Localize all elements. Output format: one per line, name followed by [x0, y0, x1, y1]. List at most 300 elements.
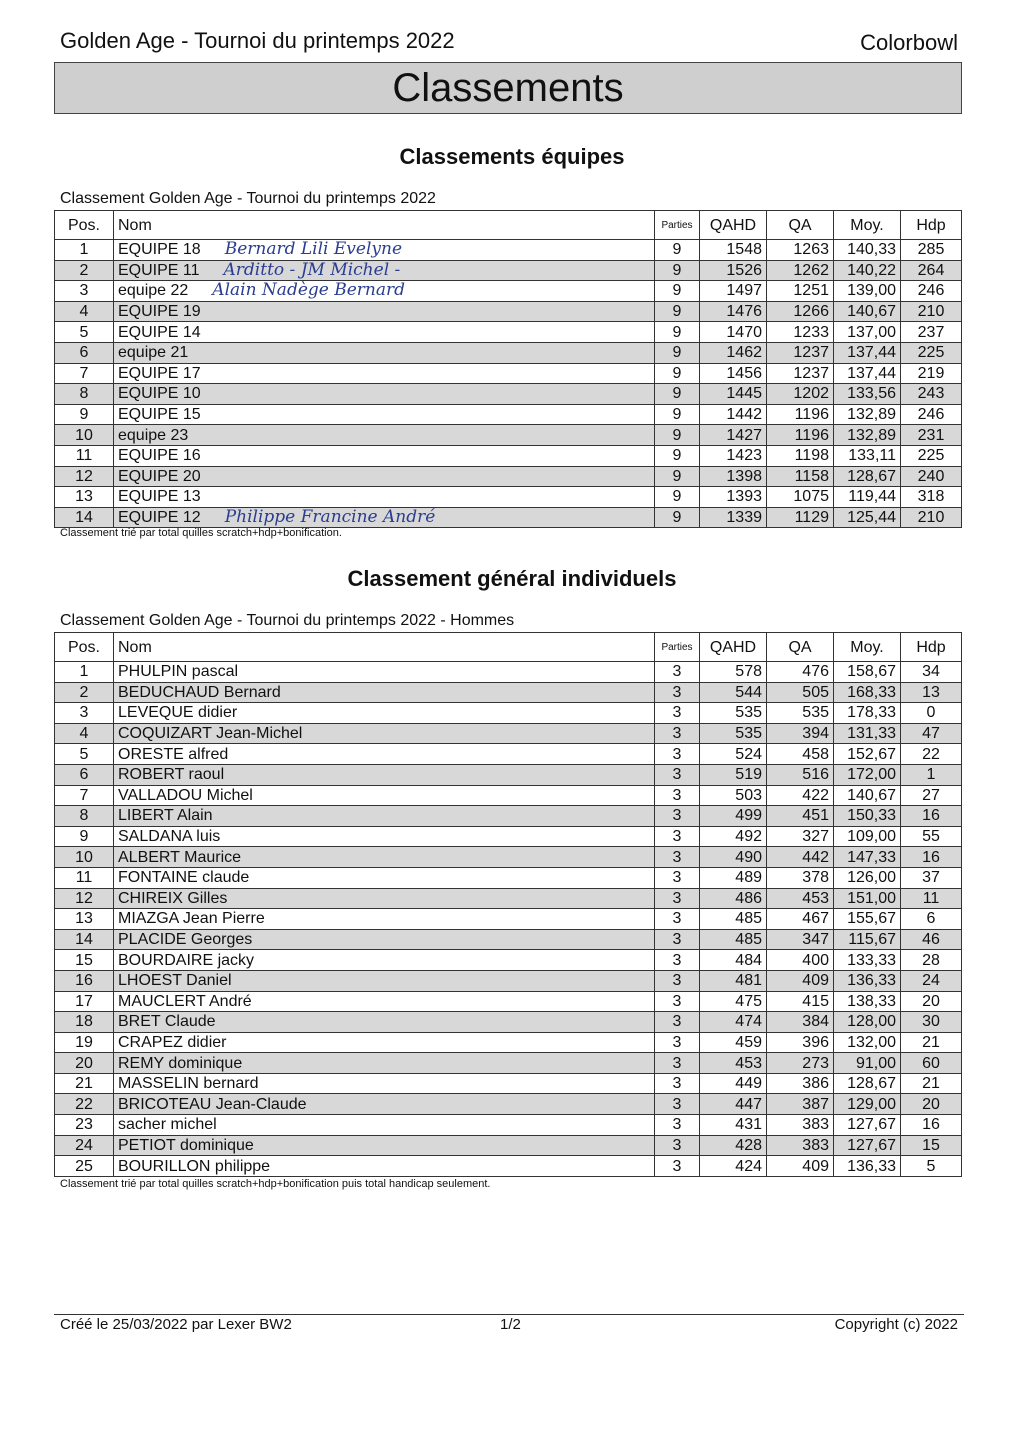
- qa-cell: 516: [767, 764, 834, 785]
- name-cell: [114, 1156, 655, 1177]
- name-text: LHOEST Daniel: [118, 972, 232, 990]
- moy-cell: 133,11: [834, 445, 901, 466]
- hdp-cell: 15: [901, 1135, 962, 1156]
- pos-cell: 4: [55, 301, 114, 322]
- hdp-cell: 1: [901, 764, 962, 785]
- parties-cell: 3: [655, 1053, 700, 1074]
- qahd-cell: 449: [700, 1073, 767, 1094]
- footer-divider: [54, 1314, 964, 1315]
- qa-cell: 394: [767, 723, 834, 744]
- qa-cell: 1237: [767, 363, 834, 384]
- name-text: EQUIPE 17: [118, 364, 201, 382]
- parties-cell: 9: [655, 466, 700, 487]
- moy-cell: 147,33: [834, 847, 901, 868]
- moy-cell: 178,33: [834, 703, 901, 724]
- pos-cell: 24: [55, 1135, 114, 1156]
- qahd-cell: 1423: [700, 445, 767, 466]
- qahd-cell: 499: [700, 806, 767, 827]
- name-text: EQUIPE 12: [118, 509, 201, 527]
- moy-cell: 132,89: [834, 404, 901, 425]
- column-header: QAHD: [700, 211, 767, 240]
- table-row: [55, 260, 962, 281]
- parties-cell: 3: [655, 991, 700, 1012]
- name-cell: [114, 970, 655, 991]
- qahd-cell: 1445: [700, 384, 767, 405]
- moy-cell: 151,00: [834, 888, 901, 909]
- name-cell: [114, 1094, 655, 1115]
- qahd-cell: 484: [700, 950, 767, 971]
- qahd-cell: 486: [700, 888, 767, 909]
- table-row: [55, 970, 962, 991]
- column-header: Parties: [655, 211, 700, 240]
- qa-cell: 327: [767, 826, 834, 847]
- hdp-cell: 264: [901, 260, 962, 281]
- parties-cell: 3: [655, 703, 700, 724]
- column-header: Parties: [655, 633, 700, 662]
- name-text: MAUCLERT André: [118, 992, 252, 1010]
- name-text: EQUIPE 15: [118, 406, 201, 424]
- name-cell: [114, 445, 655, 466]
- pos-cell: 12: [55, 466, 114, 487]
- qa-cell: 383: [767, 1115, 834, 1136]
- qa-cell: 1266: [767, 301, 834, 322]
- moy-cell: 152,67: [834, 744, 901, 765]
- qa-cell: 378: [767, 867, 834, 888]
- qa-cell: 1202: [767, 384, 834, 405]
- pos-cell: 5: [55, 322, 114, 343]
- hdp-cell: 5: [901, 1156, 962, 1177]
- handwritten-note: Philippe Francine André: [224, 507, 436, 528]
- moy-cell: 138,33: [834, 991, 901, 1012]
- name-cell: [114, 1032, 655, 1053]
- hdp-cell: 34: [901, 662, 962, 683]
- name-text: PHULPIN pascal: [118, 663, 239, 681]
- name-cell: [114, 1135, 655, 1156]
- hdp-cell: 27: [901, 785, 962, 806]
- pos-cell: 6: [55, 764, 114, 785]
- qahd-cell: 428: [700, 1135, 767, 1156]
- name-text: FONTAINE claude: [118, 869, 250, 887]
- name-cell: [114, 487, 655, 508]
- individuals-section-title: Classement général individuels: [347, 566, 677, 591]
- name-cell: [114, 363, 655, 384]
- column-header: Nom: [114, 633, 655, 662]
- hdp-cell: 240: [901, 466, 962, 487]
- qa-cell: 1237: [767, 342, 834, 363]
- hdp-cell: 318: [901, 487, 962, 508]
- hdp-cell: 246: [901, 404, 962, 425]
- qa-cell: 1075: [767, 487, 834, 508]
- parties-cell: 3: [655, 1135, 700, 1156]
- moy-cell: 150,33: [834, 806, 901, 827]
- name-cell: [114, 703, 655, 724]
- parties-cell: 9: [655, 487, 700, 508]
- qa-cell: 273: [767, 1053, 834, 1074]
- qa-cell: 387: [767, 1094, 834, 1115]
- moy-cell: 128,67: [834, 1073, 901, 1094]
- name-text: PETIOT dominique: [118, 1136, 254, 1154]
- moy-cell: 155,67: [834, 909, 901, 930]
- hdp-cell: 24: [901, 970, 962, 991]
- hdp-cell: 11: [901, 888, 962, 909]
- table-row: [55, 991, 962, 1012]
- hdp-cell: 16: [901, 806, 962, 827]
- pos-cell: 4: [55, 723, 114, 744]
- name-cell: [114, 507, 655, 528]
- qa-cell: 467: [767, 909, 834, 930]
- venue-name: Colorbowl: [860, 30, 958, 55]
- moy-cell: 128,67: [834, 466, 901, 487]
- moy-cell: 127,67: [834, 1135, 901, 1156]
- name-cell: [114, 301, 655, 322]
- moy-cell: 139,00: [834, 281, 901, 302]
- name-cell: [114, 260, 655, 281]
- footer-copyright: Copyright (c) 2022: [834, 1316, 958, 1333]
- name-text: EQUIPE 10: [118, 385, 201, 403]
- name-text: ROBERT raoul: [118, 766, 225, 784]
- table-row: [55, 764, 962, 785]
- hdp-cell: 237: [901, 322, 962, 343]
- pos-cell: 14: [55, 929, 114, 950]
- qahd-cell: 489: [700, 867, 767, 888]
- table-row: [55, 363, 962, 384]
- hdp-cell: 21: [901, 1073, 962, 1094]
- name-cell: [114, 240, 655, 261]
- column-header: QAHD: [700, 633, 767, 662]
- parties-cell: 3: [655, 662, 700, 683]
- table-row: [55, 909, 962, 930]
- table-row: [55, 322, 962, 343]
- qa-cell: 1196: [767, 404, 834, 425]
- column-header: Hdp: [901, 211, 962, 240]
- pos-cell: 7: [55, 363, 114, 384]
- qahd-cell: 1497: [700, 281, 767, 302]
- qahd-cell: 578: [700, 662, 767, 683]
- name-text: COQUIZART Jean-Michel: [118, 725, 303, 743]
- parties-cell: 3: [655, 970, 700, 991]
- moy-cell: 128,00: [834, 1012, 901, 1033]
- name-cell: [114, 764, 655, 785]
- table-header-row: [55, 211, 962, 240]
- table-row: [55, 1156, 962, 1177]
- qahd-cell: 535: [700, 723, 767, 744]
- table-row: [55, 723, 962, 744]
- parties-cell: 3: [655, 1156, 700, 1177]
- pos-cell: 2: [55, 682, 114, 703]
- moy-cell: 172,00: [834, 764, 901, 785]
- pos-cell: 22: [55, 1094, 114, 1115]
- qahd-cell: 1476: [700, 301, 767, 322]
- name-cell: [114, 806, 655, 827]
- name-cell: [114, 1115, 655, 1136]
- table-row: [55, 425, 962, 446]
- table-row: [55, 507, 962, 528]
- name-cell: [114, 929, 655, 950]
- qa-cell: 400: [767, 950, 834, 971]
- qahd-cell: 1526: [700, 260, 767, 281]
- name-cell: [114, 723, 655, 744]
- pos-cell: 9: [55, 404, 114, 425]
- qahd-cell: 535: [700, 703, 767, 724]
- qa-cell: 386: [767, 1073, 834, 1094]
- pos-cell: 5: [55, 744, 114, 765]
- table-row: [55, 301, 962, 322]
- moy-cell: 168,33: [834, 682, 901, 703]
- pos-cell: 13: [55, 909, 114, 930]
- moy-cell: 140,67: [834, 785, 901, 806]
- pos-cell: 6: [55, 342, 114, 363]
- name-cell: [114, 281, 655, 302]
- name-text: MASSELIN bernard: [118, 1075, 259, 1093]
- hdp-cell: 16: [901, 847, 962, 868]
- pos-cell: 14: [55, 507, 114, 528]
- name-text: EQUIPE 11: [118, 261, 200, 279]
- parties-cell: 3: [655, 785, 700, 806]
- qa-cell: 535: [767, 703, 834, 724]
- qahd-cell: 1456: [700, 363, 767, 384]
- parties-cell: 3: [655, 764, 700, 785]
- qa-cell: 347: [767, 929, 834, 950]
- name-cell: [114, 425, 655, 446]
- handwritten-note: Bernard Lili Evelyne: [224, 239, 403, 260]
- name-text: ALBERT Maurice: [118, 848, 242, 866]
- name-text: BEDUCHAUD Bernard: [118, 683, 281, 701]
- qahd-cell: 1470: [700, 322, 767, 343]
- qahd-cell: 1393: [700, 487, 767, 508]
- table-row: [55, 445, 962, 466]
- handwritten-note: Arditto - JM Michel -: [223, 260, 401, 280]
- name-cell: [114, 847, 655, 868]
- parties-cell: 3: [655, 682, 700, 703]
- table-row: [55, 929, 962, 950]
- parties-cell: 9: [655, 301, 700, 322]
- pos-cell: 11: [55, 445, 114, 466]
- name-cell: [114, 950, 655, 971]
- handwritten-note: Alain Nadège Bernard: [212, 280, 406, 301]
- qahd-cell: 459: [700, 1032, 767, 1053]
- qa-cell: 1198: [767, 445, 834, 466]
- qahd-cell: 481: [700, 970, 767, 991]
- pos-cell: 23: [55, 1115, 114, 1136]
- name-text: equipe 22: [118, 282, 189, 300]
- moy-cell: 140,67: [834, 301, 901, 322]
- parties-cell: 3: [655, 1012, 700, 1033]
- parties-cell: 9: [655, 322, 700, 343]
- table-row: [55, 342, 962, 363]
- name-text: CHIREIX Gilles: [118, 889, 228, 907]
- hdp-cell: 13: [901, 682, 962, 703]
- pos-cell: 18: [55, 1012, 114, 1033]
- parties-cell: 3: [655, 950, 700, 971]
- qahd-cell: 1427: [700, 425, 767, 446]
- table-row: [55, 888, 962, 909]
- moy-cell: 125,44: [834, 507, 901, 528]
- name-text: BRET Claude: [118, 1013, 216, 1031]
- table-row: [55, 744, 962, 765]
- pos-cell: 20: [55, 1053, 114, 1074]
- qa-cell: 396: [767, 1032, 834, 1053]
- table-row: [55, 806, 962, 827]
- individuals-subtitle: Classement Golden Age - Tournoi du printemps 2022 - Hommes: [60, 612, 515, 629]
- name-text: PLACIDE Georges: [118, 931, 253, 949]
- pos-cell: 10: [55, 425, 114, 446]
- qahd-cell: 474: [700, 1012, 767, 1033]
- name-text: ORESTE alfred: [118, 745, 229, 763]
- teams-sort-note: Classement trié par total quilles scratch+hdp+bonification.: [60, 527, 342, 539]
- name-text: EQUIPE 16: [118, 447, 201, 465]
- moy-cell: 126,00: [834, 867, 901, 888]
- teams-subtitle: Classement Golden Age - Tournoi du printemps 2022: [60, 190, 436, 207]
- pos-cell: 12: [55, 888, 114, 909]
- pos-cell: 16: [55, 970, 114, 991]
- pos-cell: 11: [55, 867, 114, 888]
- qa-cell: 1233: [767, 322, 834, 343]
- name-text: EQUIPE 13: [118, 488, 201, 506]
- hdp-cell: 210: [901, 507, 962, 528]
- hdp-cell: 219: [901, 363, 962, 384]
- hdp-cell: 37: [901, 867, 962, 888]
- column-header: Moy.: [834, 633, 901, 662]
- parties-cell: 3: [655, 1073, 700, 1094]
- table-row: [55, 240, 962, 261]
- pos-cell: 21: [55, 1073, 114, 1094]
- hdp-cell: 210: [901, 301, 962, 322]
- name-cell: [114, 682, 655, 703]
- table-row: [55, 1053, 962, 1074]
- pos-cell: 9: [55, 826, 114, 847]
- moy-cell: 133,33: [834, 950, 901, 971]
- page-banner: Classements: [54, 62, 962, 114]
- qa-cell: 384: [767, 1012, 834, 1033]
- name-cell: [114, 826, 655, 847]
- hdp-cell: 243: [901, 384, 962, 405]
- hdp-cell: 21: [901, 1032, 962, 1053]
- pos-cell: 17: [55, 991, 114, 1012]
- hdp-cell: 22: [901, 744, 962, 765]
- name-cell: [114, 322, 655, 343]
- column-header: Moy.: [834, 211, 901, 240]
- hdp-cell: 28: [901, 950, 962, 971]
- name-text: CRAPEZ didier: [118, 1033, 227, 1051]
- qahd-cell: 447: [700, 1094, 767, 1115]
- hdp-cell: 285: [901, 240, 962, 261]
- column-header: QA: [767, 633, 834, 662]
- table-row: [55, 404, 962, 425]
- name-cell: [114, 785, 655, 806]
- name-text: SALDANA luis: [118, 828, 221, 846]
- parties-cell: 9: [655, 404, 700, 425]
- qahd-cell: 485: [700, 929, 767, 950]
- parties-cell: 9: [655, 342, 700, 363]
- table-row: [55, 1032, 962, 1053]
- qahd-cell: 492: [700, 826, 767, 847]
- hdp-cell: 60: [901, 1053, 962, 1074]
- column-header: QA: [767, 211, 834, 240]
- pos-cell: 8: [55, 384, 114, 405]
- parties-cell: 3: [655, 826, 700, 847]
- parties-cell: 9: [655, 507, 700, 528]
- qa-cell: 458: [767, 744, 834, 765]
- name-text: sacher michel: [118, 1116, 217, 1134]
- qa-cell: 1262: [767, 260, 834, 281]
- table-row: [55, 1012, 962, 1033]
- name-text: LEVEQUE didier: [118, 704, 238, 722]
- qahd-cell: 1339: [700, 507, 767, 528]
- hdp-cell: 16: [901, 1115, 962, 1136]
- qahd-cell: 544: [700, 682, 767, 703]
- teams-section-title: Classements équipes: [399, 144, 625, 169]
- moy-cell: 91,00: [834, 1053, 901, 1074]
- pos-cell: 1: [55, 662, 114, 683]
- column-header: Nom: [114, 211, 655, 240]
- pos-cell: 1: [55, 240, 114, 261]
- qa-cell: 415: [767, 991, 834, 1012]
- parties-cell: 3: [655, 1032, 700, 1053]
- hdp-cell: 30: [901, 1012, 962, 1033]
- table-row: [55, 384, 962, 405]
- name-text: BOURDAIRE jacky: [118, 951, 255, 969]
- name-cell: [114, 744, 655, 765]
- qahd-cell: 424: [700, 1156, 767, 1177]
- moy-cell: 132,00: [834, 1032, 901, 1053]
- hdp-cell: 55: [901, 826, 962, 847]
- parties-cell: 9: [655, 281, 700, 302]
- parties-cell: 9: [655, 445, 700, 466]
- parties-cell: 9: [655, 240, 700, 261]
- hdp-cell: 231: [901, 425, 962, 446]
- pos-cell: 25: [55, 1156, 114, 1177]
- qahd-cell: 1548: [700, 240, 767, 261]
- parties-cell: 3: [655, 723, 700, 744]
- qahd-cell: 453: [700, 1053, 767, 1074]
- moy-cell: 136,33: [834, 1156, 901, 1177]
- hdp-cell: 47: [901, 723, 962, 744]
- moy-cell: 158,67: [834, 662, 901, 683]
- hdp-cell: 225: [901, 445, 962, 466]
- qa-cell: 1129: [767, 507, 834, 528]
- pos-cell: 7: [55, 785, 114, 806]
- moy-cell: 129,00: [834, 1094, 901, 1115]
- qahd-cell: 524: [700, 744, 767, 765]
- name-text: EQUIPE 14: [118, 323, 201, 341]
- qahd-cell: 490: [700, 847, 767, 868]
- teams-table: [54, 210, 962, 528]
- name-text: EQUIPE 19: [118, 303, 201, 321]
- footer-created: Créé le 25/03/2022 par Lexer BW2: [60, 1316, 292, 1333]
- parties-cell: 3: [655, 929, 700, 950]
- table-row: [55, 703, 962, 724]
- hdp-cell: 46: [901, 929, 962, 950]
- name-cell: [114, 909, 655, 930]
- hdp-cell: 246: [901, 281, 962, 302]
- name-text: MIAZGA Jean Pierre: [118, 910, 265, 928]
- table-row: [55, 1073, 962, 1094]
- name-cell: [114, 1073, 655, 1094]
- name-cell: [114, 991, 655, 1012]
- name-text: EQUIPE 18: [118, 241, 201, 259]
- qa-cell: 409: [767, 970, 834, 991]
- name-cell: [114, 662, 655, 683]
- name-text: EQUIPE 20: [118, 467, 201, 485]
- name-cell: [114, 1012, 655, 1033]
- parties-cell: 3: [655, 847, 700, 868]
- individuals-table: [54, 632, 962, 1177]
- name-cell: [114, 1053, 655, 1074]
- moy-cell: 133,56: [834, 384, 901, 405]
- table-header-row: [55, 633, 962, 662]
- qa-cell: 409: [767, 1156, 834, 1177]
- qa-cell: 1251: [767, 281, 834, 302]
